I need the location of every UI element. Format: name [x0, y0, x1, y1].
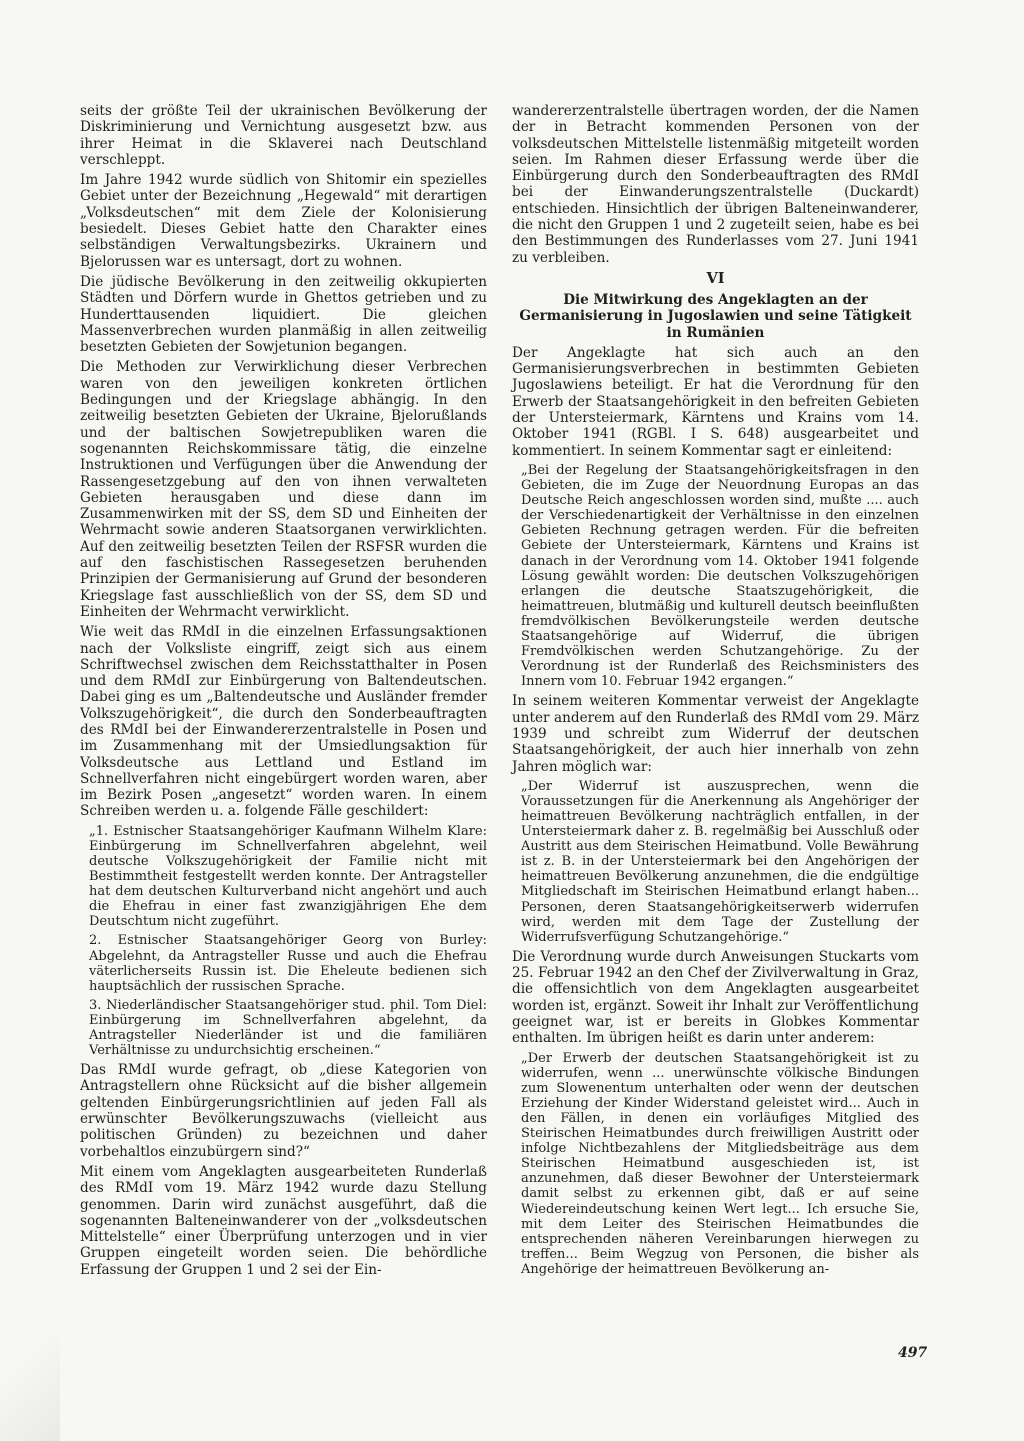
quote-case-2: 2. Estnischer Staatsangehöriger Georg von Burley: Abgelehnt, da Antragsteller Russe und auch die Ehefrau väterlicherseits Russin ist. Die Eheleute bedienen sich hauptsächlich der russischen Sprache.: [89, 933, 487, 994]
page-number: 497: [898, 1345, 928, 1361]
right-column: [512, 103, 919, 1281]
quote-anweisungen: „Der Erwerb der deutschen Staatsangehörigkeit ist zu widerrufen, wenn ... unerwünschte völkische Bindungen zum Slowenentum unterhalten oder wenn der deutschen Erziehung der Kinder Widerstand geleistet wird... Auch in den Fällen, in denen ein vorläufiges Mitglied des Steirischen Heimatbundes durch freiwilligen Austritt oder infolge Nichtbezahlens der Mitgliedsbeiträge aus dem Steirischen Heimatbund ausgeschieden ist, ist anzunehmen, daß dieser Bewohner der Untersteiermark damit selbst zu erkennen gibt, daß er auf seine Wiedereindeutschung keinen Wert legt... Ich ersuche Sie, mit dem Leiter des Steirischen Heimatbundes die entsprechenden näheren Vereinbarungen hierwegen zu treffen... Beim Wegzug von Personen, die bisher als Angehörige der heimattreuen Bevölkerung an-: [521, 1050, 919, 1277]
paragraph: Die jüdische Bevölkerung in den zeitweilig okkupierten Städten und Dörfern wurde in Ghettos getrieben und zu Hunderttausenden liquidiert. Die gleichen Massenverbrechen wurden planmäßig in allen zeitweilig besetzten Gebieten der Sowjetunion begangen.: [80, 273, 487, 356]
paragraph: Das RMdI wurde gefragt, ob „diese Kategorien von Antragstellern ohne Rücksicht auf die bisher allgemein geltenden Einbürgerungsrichtlinien auf jeden Fall als erwünschter Bevölkerungszuwachs (vielleicht aus politischen Gründen) zu bezeichnen und daher vorbehaltlos einzubürgern sind?“: [80, 1062, 487, 1160]
scan-edge-shading: [0, 1330, 60, 1441]
quote-case-3: 3. Niederländischer Staatsangehöriger stud. phil. Tom Diel: Einbürgerung im Schnellverfahren abgelehnt, da Antragsteller Niederländer ist und die familiären Verhältnisse zu undurchsichtig erscheinen.“: [89, 997, 487, 1059]
paragraph: Die Methoden zur Verwirklichung dieser Verbrechen waren von den jeweiligen konkreten örtlichen Bedingungen und der Kriegslage abhängig. In den zeitweilig besetzten Gebieten der Ukraine, Bjelorußlands und der baltischen Sowjetrepubliken waren die sogenannten Reichskommissare tätig, die einzelne Instruktionen und Verfügungen über die Anwendung der Rassengesetzgebung auf den von ihnen verwalteten Gebieten herausgaben und diese dann im Zusammenwirken mit der SS, dem SD und Einheiten der Wehrmacht sowie anderen Staatsorganen verwirklichten. Auf den zeitweilig besetzten Teilen der RSFSR wurden die auf den faschistischen Rassegesetzen beruhenden Prinzipien der Germanisierung auf Grund der besonderen Kriegslage fast ausschließlich von der SS, dem SD und Einheiten der Wehrmacht verwirklicht.: [80, 359, 487, 620]
paragraph: Im Jahre 1942 wurde südlich von Shitomir ein spezielles Gebiet unter der Bezeichnung „Hegewald“ mit derartigen „Volksdeutschen“ mit dem Ziele der Kolonisierung besiedelt. Dieses Gebiet hatte den Charakter eines selbständigen Verwaltungsbezirks. Ukrainern und Bjelorussen war es untersagt, dort zu wohnen.: [80, 172, 487, 270]
quote-case-1: „1. Estnischer Staatsangehöriger Kaufmann Wilhelm Klare: Einbürgerung im Schnellverfahren abgelehnt, weil deutsche Volkszugehörigkeit der Familie nicht mit Bestimmtheit festgestellt werden konnte. Der Antragsteller hat dem deutschen Kulturverband nicht angehört und auch die Ehefrau in einer fast zwanzigjährigen Ehe dem Deutschtum nicht zugeführt.: [89, 823, 487, 930]
paragraph: seits der größte Teil der ukrainischen Bevölkerung der Diskriminierung und Vernichtung ausgesetzt bzw. aus ihrer Heimat in die Sklaverei nach Deutschland verschleppt.: [80, 103, 487, 168]
quote-commentary: „Bei der Regelung der Staatsangehörigkeitsfragen in den Gebieten, die im Zuge der Neuordnung Europas an das Deutsche Reich angeschlossen worden sind, mußte .... auch der Verschiedenartigkeit der Verhältnisse in den einzelnen Gebieten Rechnung getragen werden. Für die befreiten Gebiete der Untersteiermark, Kärntens und Krains ist danach in der Verordnung vom 14. Oktober 1941 folgende Lösung gewählt worden: Die deutschen Volkszugehörigen erlangen die deutsche Staatszugehörigkeit, die heimattreuen, blutmäßig und kulturell deutsch beeinflußten fremdvölkischen Bevölkerungsteile werden deutsche Staatsangehörige auf Widerruf, die übrigen Fremdvölkischen werden Schutzangehörige. Zu der Verordnung ist der Runderlaß des Reichsministers des Innern vom 10. Februar 1942 ergangen.“: [521, 462, 919, 690]
left-column: [80, 103, 487, 1282]
paragraph: In seinem weiteren Kommentar verweist der Angeklagte unter anderem auf den Runderlaß des RMdI vom 29. März 1939 und schreibt zum Widerruf der deutschen Staatsangehörigkeit, der auch hier innerhalb von zehn Jahren möglich war:: [512, 693, 919, 775]
quote-widerruf: „Der Widerruf ist auszusprechen, wenn die Voraussetzungen für die Anerkennung als Angehöriger der heimattreuen Bevölkerung nachträglich entfallen, in der Untersteiermark daher z. B. regelmäßig bei Ausschluß oder Austritt aus dem Steirischen Heimatbund. Volle Bewährung ist z. B. in der Untersteiermark bei den Angehörigen der heimattreuen Bevölkerung anzunehmen, die die endgültige Mitgliedschaft im Steirischen Heimatbund erlangt haben... Personen, deren Staatsangehörigkeitserwerb widerrufen wird, werden mit dem Tage der Zustellung der Widerrufsverfügung Schutzangehörige.“: [521, 778, 919, 945]
paragraph: Der Angeklagte hat sich auch an den Germanisierungsverbrechen in bestimmten Gebieten Jugoslawiens beteiligt. Er hat die Verordnung für den Erwerb der Staatsangehörigkeit in den befreiten Gebieten der Untersteiermark, Kärntens und Krains vom 14. Oktober 1941 (RGBl. I S. 648) ausgearbeitet und kommentiert. In seinem Kommentar sagt er einleitend:: [512, 344, 919, 459]
paragraph: Mit einem vom Angeklagten ausgearbeiteten Runderlaß des RMdI vom 19. März 1942 wurde dazu Stellung genommen. Darin wird zunächst ausgeführt, daß die sogenannten Balteneinwanderer von der „volksdeutschen Mittelstelle“ einer Überprüfung unterzogen und in vier Gruppen eingeteilt worden seien. Die behördliche Erfassung der Gruppen 1 und 2 sei der Ein-: [80, 1163, 487, 1278]
section-title: Die Mitwirkung des Angeklagten an der Germanisierung in Jugoslawien und seine Tätigkeit in Rumänien: [519, 291, 912, 341]
section-number: VI: [706, 269, 725, 287]
paragraph: Wie weit das RMdI in die einzelnen Erfassungsaktionen nach der Volksliste eingriff, zeigt sich aus einem Schriftwechsel zwischen dem Reichsstatthalter in Posen und dem RMdI zur Einbürgerung von Baltendeutschen. Dabei ging es um „Baltendeutsche und Ausländer fremder Volkszugehörigkeit“, die durch den Sonderbeauftragten des RMdI bei der Einwandererzentralstelle in Posen und im Zusammenhang mit der Umsiedlungsaktion für Volksdeutsche aus Lettland und Estland im Schnellverfahren nicht eingebürgert worden waren, aber im Bezirk Posen „angesetzt“ worden waren. In einem Schreiben werden u. a. folgende Fälle geschildert:: [80, 624, 487, 820]
paragraph: wandererzentralstelle übertragen worden, der die Namen der in Betracht kommenden Personen von der volksdeutschen Mittelstelle listenmäßig mitgeteilt worden seien. Im Rahmen dieser Erfassung werde über die Einbürgerung durch den Sonderbeauftragten des RMdI bei der Einwanderungszentralstelle (Duckardt) entschieden. Hinsichtlich der übrigen Balteneinwanderer, die nicht den Gruppen 1 und 2 zugeteilt seien, habe es bei den Bestimmungen des Runderlasses vom 27. Juni 1941 zu verbleiben.: [512, 103, 919, 266]
paragraph: Die Verordnung wurde durch Anweisungen Stuckarts vom 25. Februar 1942 an den Chef der Zivilverwaltung in Graz, die offensichtlich von dem Angeklagten ausgearbeitet worden ist, ergänzt. Soweit ihr Inhalt zur Veröffentlichung geeignet war, ist er bereits in Globkes Kommentar enthalten. Im übrigen heißt es darin unter anderem:: [512, 948, 919, 1047]
